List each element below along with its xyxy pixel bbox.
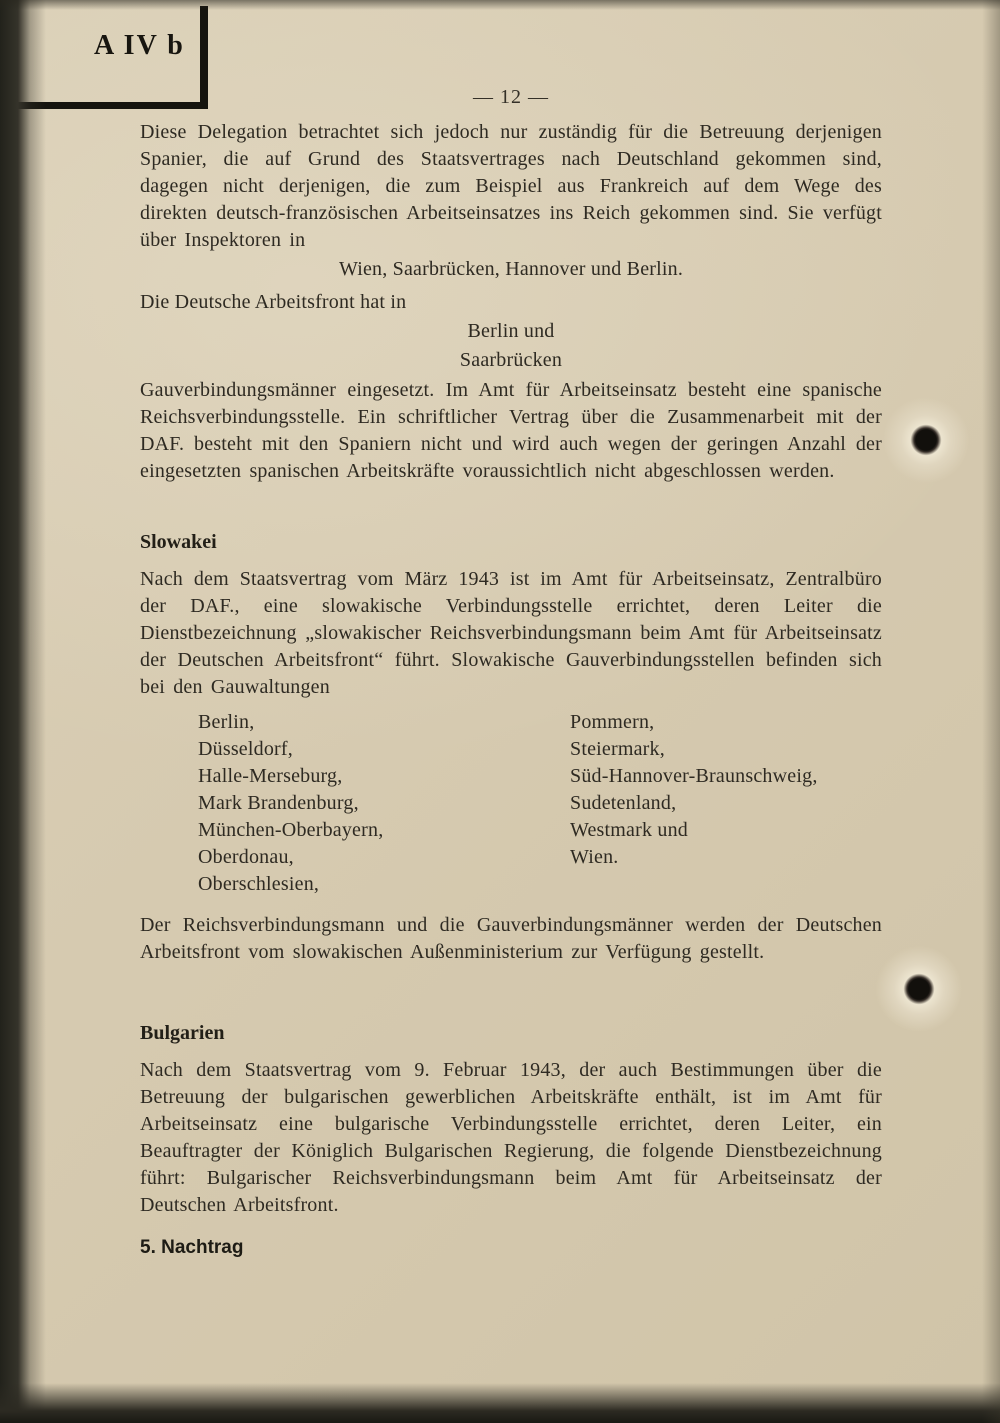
scan-edge-right [982, 0, 1000, 1423]
list-item: Westmark und [570, 819, 688, 841]
list-item: Halle-Merseburg, [198, 765, 343, 787]
list-item: Sudetenland, [570, 792, 677, 814]
hole-punch-bottom [876, 946, 962, 1032]
gauwaltungen-left-column [140, 709, 570, 898]
page-number: — 12 — [473, 86, 549, 108]
list-item: Süd-Hannover-Braunschweig, [570, 765, 818, 787]
spain-inspector-cities: Wien, Saarbrücken, Hannover und Berlin. [338, 258, 684, 280]
list-item: Berlin, [198, 711, 255, 733]
daf-city-saarbruecken: Saarbrücken [459, 349, 563, 371]
daf-city-berlin: Berlin und [467, 320, 555, 342]
section-heading-bulgarien: Bulgarien [140, 1022, 225, 1044]
paragraph-spain-delegation: Diese Delegation betrachtet sich jedoch nur zuständig für die Betreuung derjenigen Spanier, die auf Grund des Staatsvertrages nach Deutschland gekommen sind, dagegen nicht derjenigen, die zum Beispiel aus Frankreich auf dem Wege des direkten deutsch-französischen Arbeitseinsatzes ins Reich gekommen sind. Sie verfügt über Inspektoren in [140, 121, 882, 251]
text-column [140, 0, 882, 1259]
daf-intro-line: Die Deutsche Arbeitsfront hat in [140, 291, 407, 313]
list-item: Steiermark, [570, 738, 665, 760]
scan-edge-left [0, 0, 46, 1423]
scan-edge-top [0, 0, 1000, 10]
gauwaltungen-right-column [570, 709, 882, 898]
nachtrag-label: 5. Nachtrag [140, 1237, 244, 1258]
paragraph-spain-gauverbindung: Gauverbindungsmänner eingesetzt. Im Amt für Arbeitseinsatz besteht eine spanische Reichsverbindungsstelle. Ein schriftlicher Vertrag über die Zusammenarbeit mit der DAF. besteht mit den Spaniern nicht und wird auch wegen der geringen Anzahl der eingesetzten spanischen Arbeitskräfte voraussichtlich nicht abgeschlossen werden. [140, 379, 882, 482]
classification-label: A IV b [94, 30, 185, 61]
list-item: Mark Brandenburg, [198, 792, 359, 814]
paragraph-bulgarien: Nach dem Staatsvertrag vom 9. Februar 1943, der auch Bestimmungen über die Betreuung der bulgarischen gewerblichen Arbeitskräfte enthält, ist im Amt für Arbeitseinsatz eine bulgarische Verbindungsstelle errichtet, deren Leiter, ein Beauftragter der Königlich Bulgarischen Regierung, die folgende Dienstbezeichnung führt: Bulgarischer Reichsverbindungsmann beim Amt für Arbeitseinsatz der Deutschen Arbeitsfront. [140, 1059, 882, 1216]
gauwaltungen-list [140, 709, 882, 898]
section-heading-slowakei: Slowakei [140, 531, 217, 553]
paragraph-slowakei-2: Der Reichsverbindungsmann und die Gauverbindungsmänner werden der Deutschen Arbeitsfront vom slowakischen Außenministerium zur Verfügung gestellt. [140, 914, 882, 963]
paragraph-slowakei: Nach dem Staatsvertrag vom März 1943 ist im Amt für Arbeitseinsatz, Zentralbüro der DAF., eine slowakische Verbindungsstelle errichtet, deren Leiter die Dienstbezeichnung „slowakischer Reichsverbindungsmann beim Amt für Arbeitseinsatz der Deutschen Arbeitsfront“ führt. Slowakische Gauverbindungsstellen befinden sich bei den Gauwaltungen [140, 568, 882, 698]
list-item: Düsseldorf, [198, 738, 293, 760]
scan-edge-bottom [0, 1383, 1000, 1423]
list-item: Wien. [570, 846, 619, 868]
list-item: Oberschlesien, [198, 873, 320, 895]
list-item: Pommern, [570, 711, 655, 733]
list-item: Oberdonau, [198, 846, 294, 868]
list-item: München-Oberbayern, [198, 819, 384, 841]
hole-punch-top [883, 397, 969, 483]
